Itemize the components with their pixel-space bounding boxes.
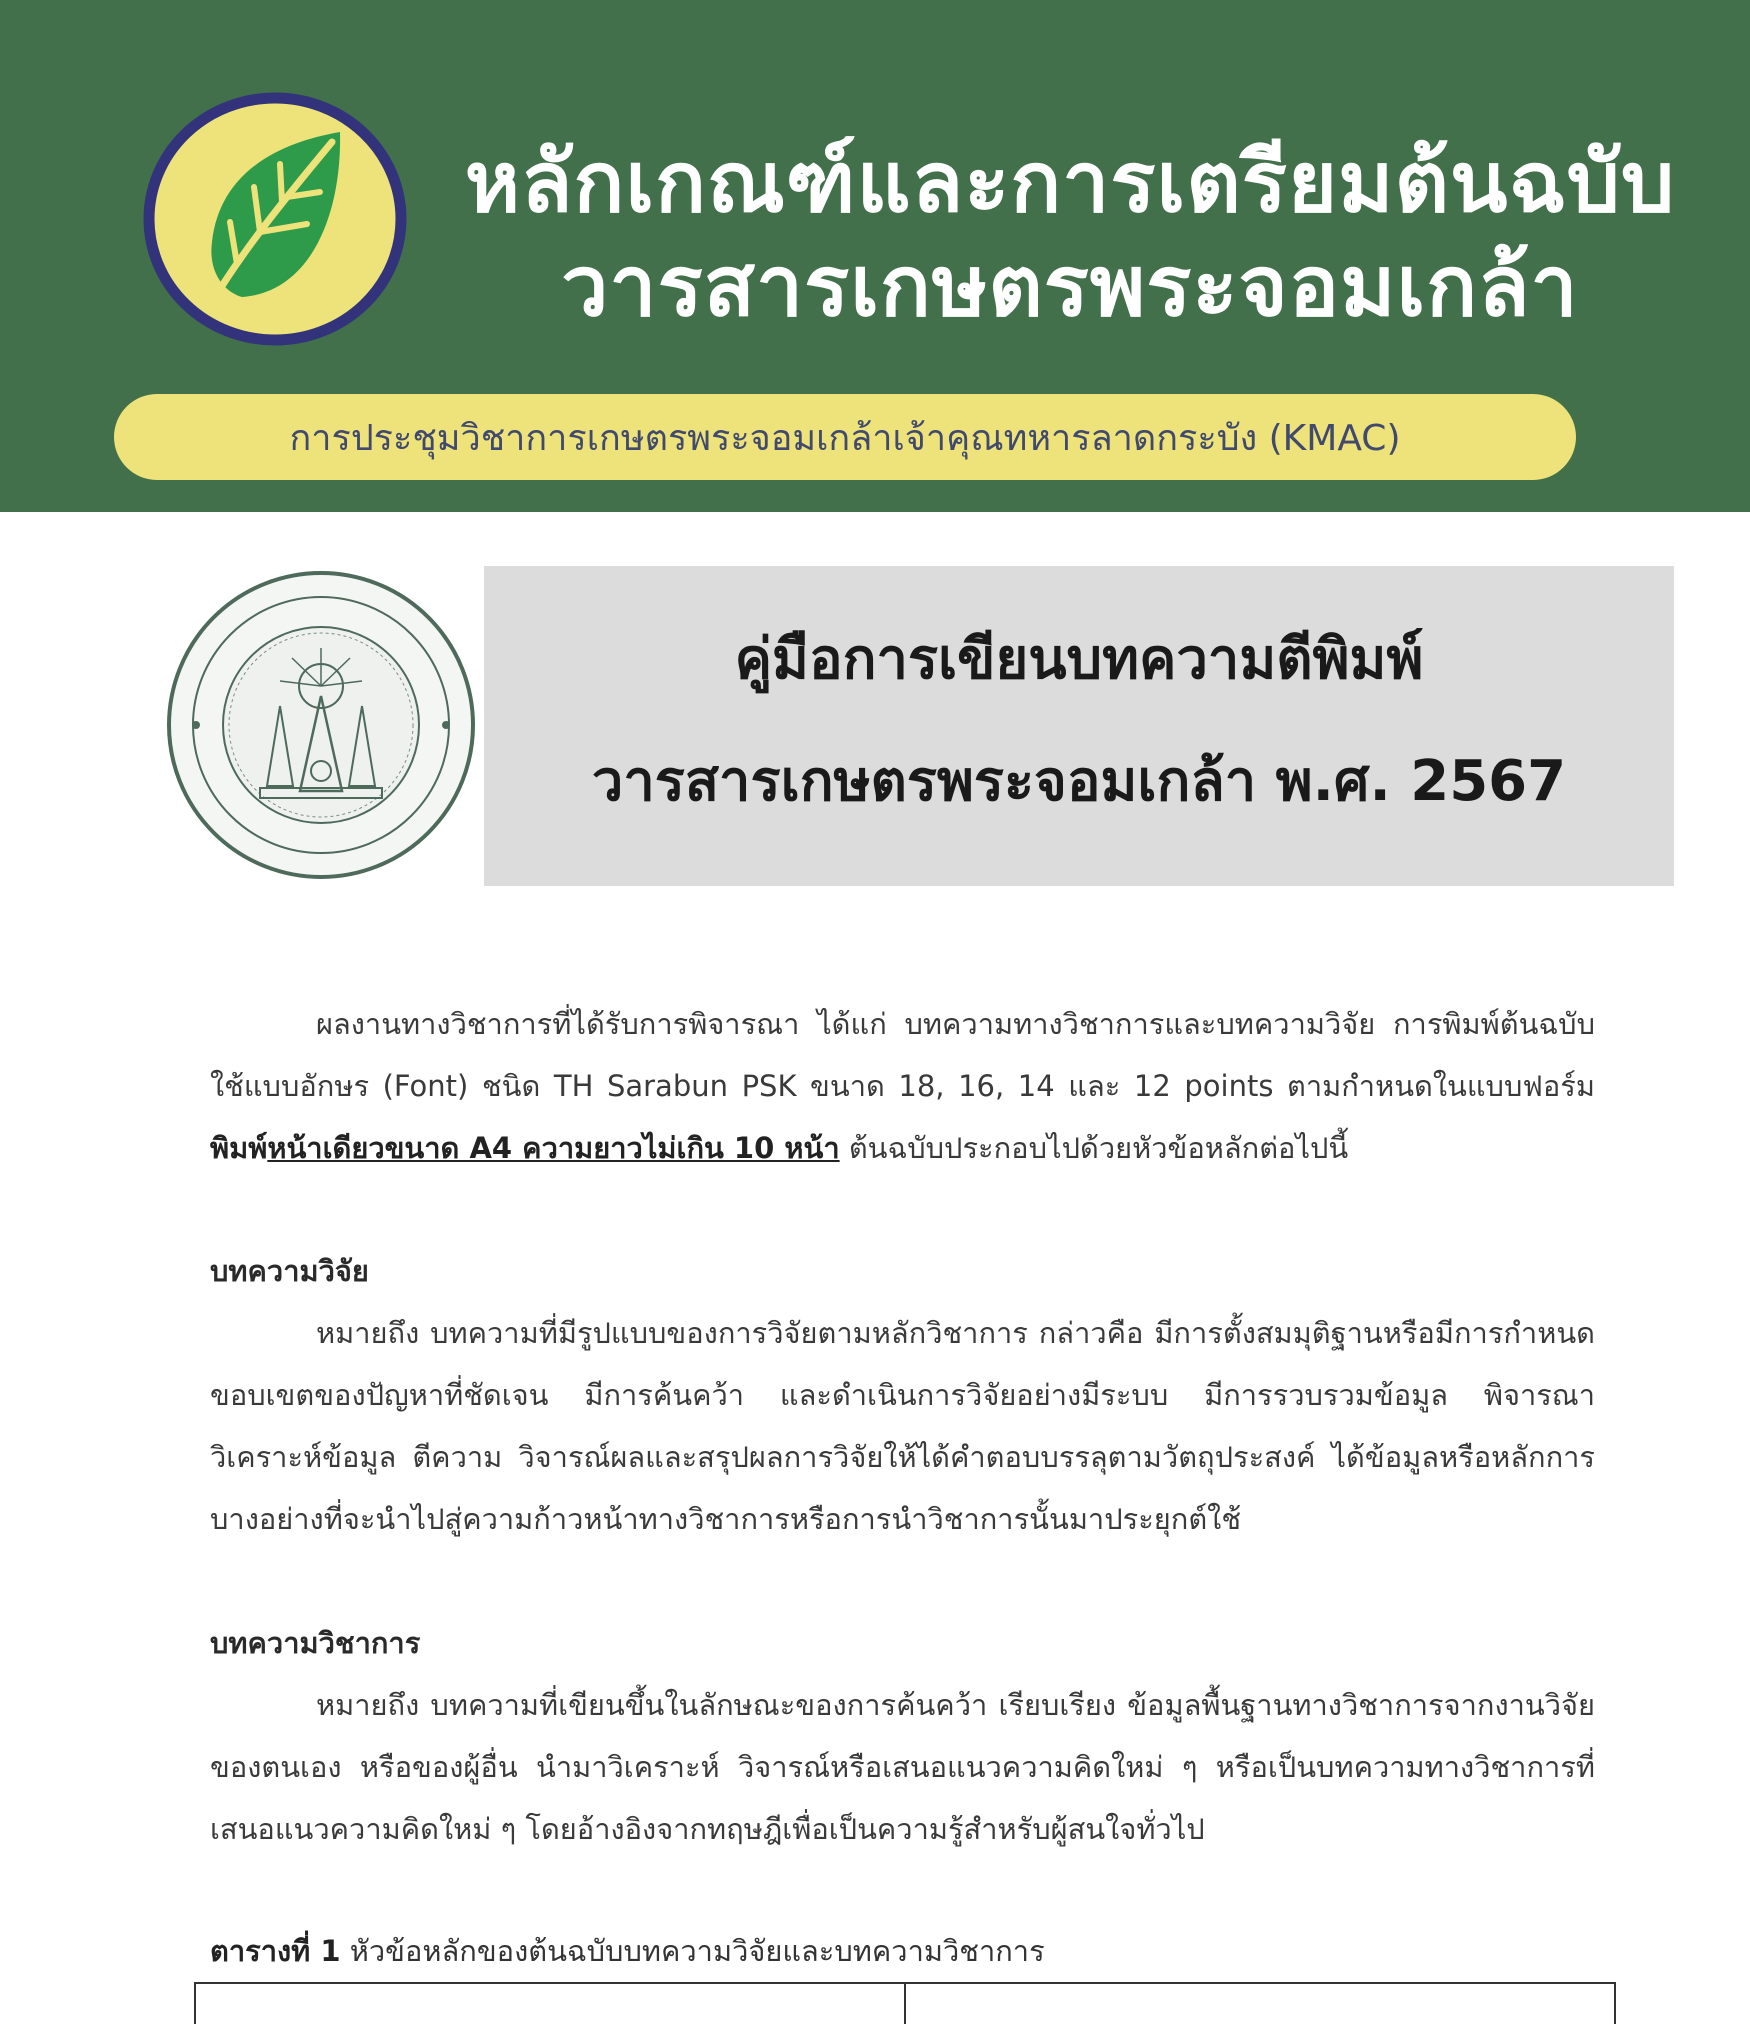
- research-paragraph: [210, 1302, 1595, 1550]
- faculty-seal-icon: [162, 566, 480, 884]
- header-banner: [0, 0, 1750, 512]
- manual-title-line-1: คู่มือการเขียนบทความตีพิมพ์: [734, 627, 1424, 692]
- intro-text-1: ผลงานทางวิชาการที่ได้รับการพิจารณา ได้แก่ บทความทางวิชาการและบทความวิจัย การพิมพ์ต้นฉบับใช้แบบอักษร (Font) ชนิด TH Sarabun PSK ขนาด 18, 16, 14 และ 12 points ตามกำหนดในแบบฟอร์ม: [210, 1007, 1595, 1103]
- page-title: [420, 130, 1720, 338]
- leaf-icon: [142, 92, 408, 346]
- conference-badge: [114, 394, 1576, 480]
- manual-title-box: [484, 566, 1674, 886]
- title-line-1: หลักเกณฑ์และการเตรียมต้นฉบับ: [464, 133, 1676, 231]
- research-body: หมายถึง บทความที่มีรูปแบบของการวิจัยตามหลักวิชาการ กล่าวคือ มีการตั้งสมมุติฐานหรือมีการกำหนดขอบเขตของปัญหาที่ชัดเจน มีการค้นคว้า และดำเนินการวิจัยอย่างมีระบบ มีการรวบรวมข้อมูล พิจารณาวิเคราะห์ข้อมูล ตีความ วิจารณ์ผลและสรุปผลการวิจัยให้ได้คำตอบบรรลุตามวัตถุประสงค์ ได้ข้อมูลหรือหลักการบางอย่างที่จะนำไปสู่ความก้าวหน้าทางวิชาการหรือการนำวิชาการนั้นมาประยุกต์ใช้: [210, 1316, 1595, 1536]
- research-heading: บทความวิจัย: [210, 1254, 369, 1288]
- table-caption: [210, 1920, 1595, 1982]
- conference-label: การประชุมวิชาการเกษตรพระจอมเกล้าเจ้าคุณทหารลาดกระบัง (KMAC): [289, 417, 1401, 459]
- title-line-2: วารสารเกษตรพระจอมเกล้า: [561, 237, 1579, 335]
- intro-text-2: ต้นฉบับประกอบไปด้วยหัวข้อหลักต่อไปนี้: [839, 1131, 1349, 1165]
- table-top-edge: [194, 1982, 1616, 2024]
- academic-paragraph: [210, 1674, 1595, 1860]
- intro-bold-2: หน้าเดียวขนาด A4 ความยาวไม่เกิน 10 หน้า: [267, 1131, 840, 1165]
- table-caption-text: หัวข้อหลักของต้นฉบับบทความวิจัยและบทความวิชาการ: [340, 1934, 1045, 1968]
- table-caption-label: ตารางที่ 1: [210, 1934, 341, 1968]
- intro-paragraph: [210, 993, 1595, 1179]
- academic-heading: บทความวิชาการ: [210, 1626, 421, 1660]
- manual-title-line-2: วารสารเกษตรพระจอมเกล้า พ.ศ. 2567: [591, 749, 1567, 814]
- intro-bold-1: พิมพ์: [210, 1131, 268, 1165]
- table-column-divider: [904, 1984, 906, 2024]
- academic-body: หมายถึง บทความที่เขียนขึ้นในลักษณะของการค้นคว้า เรียบเรียง ข้อมูลพื้นฐานทางวิชาการจากงานวิจัยของตนเอง หรือของผู้อื่น นำมาวิเคราะห์ วิจารณ์หรือเสนอแนวความคิดใหม่ ๆ หรือเป็นบทความทางวิชาการที่เสนอแนวความคิดใหม่ ๆ โดยอ้างอิงจากทฤษฎีเพื่อเป็นความรู้สำหรับผู้สนใจทั่วไป: [210, 1688, 1595, 1846]
